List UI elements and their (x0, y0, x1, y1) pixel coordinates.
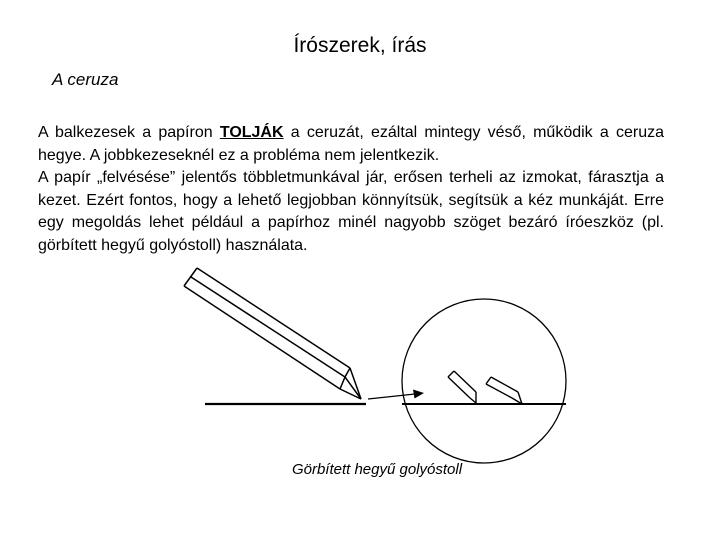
paragraph-left-handed-start: A balkezesek a papíron (38, 124, 220, 141)
paragraph-left-handed-end: a ceruzát, ezáltal mintegy véső, működik a ceruza hegye. A jobbkezeseknél ez a probléma nem jelentkezik. (38, 124, 665, 164)
direction-arrow (368, 390, 424, 400)
magnifier-circle (402, 299, 566, 463)
page-title: Írószerek, írás (293, 34, 427, 57)
section-heading: A ceruza (52, 70, 119, 89)
emphasized-word: TOLJÁK (219, 124, 284, 141)
pen-tip-straight (448, 371, 476, 403)
figure-caption: Görbített hegyű golyóstoll (291, 461, 463, 478)
pen-tip-curved (486, 377, 522, 404)
paragraph-extra-effort: A papír „felvésése” jelentős többletmunkával jár, erősen terheli az izmokat, fárasztja a kezet. Ezért fontos, hogy a lehető legjobban könnyítsük, segítsük a kéz munkáját. Erre egy megoldás lehet például a papírhoz minél nagyobb szöget bezáró íróeszköz (pl. görbített hegyű golyóstoll) használata. (38, 169, 664, 254)
pencil-shape (184, 268, 361, 399)
